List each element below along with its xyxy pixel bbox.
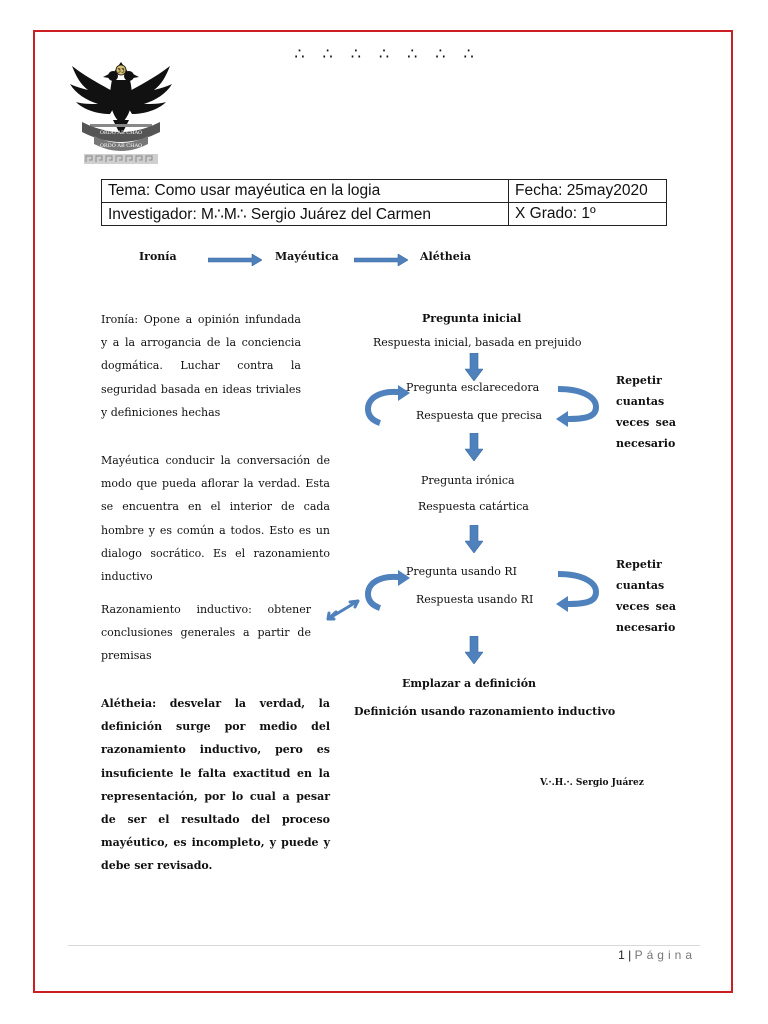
info-table (101, 179, 667, 226)
paragraph-mayeutica: Mayéutica conducir la conversación de modo que pueda aflorar la verdad. Esta se encuentra en el interior de cada hombre y es común a todos. Esto es un dialogo socrático. Es el razonamiento inductivo (101, 454, 330, 584)
down-arrow-icon (465, 433, 483, 461)
pregunta-inicial: Pregunta inicial (422, 312, 522, 325)
footer-divider (68, 945, 700, 946)
curved-arrow-left-icon (362, 385, 410, 427)
down-arrow-icon (465, 525, 483, 553)
curved-arrow-right-icon (554, 570, 602, 612)
definicion-razonamiento: Definición usando razonamiento inductivo (354, 705, 616, 718)
curved-arrow-right-icon (554, 385, 602, 427)
paragraph-aletheia: Alétheia: desvelar la verdad, la definición surge por medio del razonamiento inductivo, pero es insuficiente le falta exactitud en la representación, por lo cual a pesar de ser el resultado del proceso mayéutico, es incompleto, y puede y debe ser revisado. (101, 697, 330, 873)
page-number: 1 (618, 948, 625, 962)
investigador-cell: Investigador: M∴M∴ Sergio Juárez del Carmen (102, 203, 509, 226)
curved-arrow-left-icon (362, 570, 410, 612)
footer-separator: | (628, 948, 632, 962)
logo-number: 33 (117, 67, 125, 75)
pregunta-ri: Pregunta usando RI (406, 565, 518, 578)
pregunta-esclarecedora: Pregunta esclarecedora (406, 381, 540, 394)
fecha-cell: Fecha: 25may2020 (509, 180, 667, 203)
down-arrow-icon (465, 353, 483, 381)
flow-aletheia: Alétheia (420, 250, 472, 263)
double-headed-eagle-logo (68, 58, 174, 166)
respuesta-precisa: Respuesta que precisa (416, 409, 543, 422)
tema-cell: Tema: Como usar mayéutica en la logia (102, 180, 509, 203)
flow-mayeutica: Mayéutica (275, 250, 339, 263)
respuesta-inicial: Respuesta inicial, basada en prejuido (373, 336, 582, 349)
double-arrow-icon (326, 598, 360, 622)
right-arrow-icon (208, 254, 262, 266)
right-arrow-icon (354, 254, 408, 266)
flow-ironia: Ironía (139, 250, 177, 263)
page-footer (618, 948, 696, 962)
paragraph-ironia: Ironía: Opone a opinión infundada y a la arrogancia de la conciencia dogmática. Luchar contra la seguridad basada en ideas triviales y definiciones hechas (101, 313, 301, 419)
emplazar-definicion: Emplazar a definición (402, 677, 537, 690)
grado-cell: X Grado: 1º (509, 203, 667, 226)
respuesta-ri: Respuesta usando RI (416, 593, 534, 606)
down-arrow-icon (465, 636, 483, 664)
repeat-note-2: Repetir cuantas veces sea necesario (616, 558, 676, 634)
pregunta-ironica: Pregunta irónica (421, 474, 515, 487)
logo-banner-bottom: ORDO AB CHAO (99, 143, 143, 149)
logo-banner-top: ORDO AB CHAO (99, 130, 143, 136)
respuesta-catartica: Respuesta catártica (418, 500, 529, 513)
repeat-note-1: Repetir cuantas veces sea necesario (616, 374, 676, 450)
paragraph-razonamiento: Razonamiento inductivo: obtener conclusiones generales a partir de premisas (101, 603, 311, 663)
page-label: Página (634, 948, 696, 962)
signature: V.·.H.·. Sergio Juárez (540, 778, 644, 788)
header-dots: ∴ ∴ ∴ ∴ ∴ ∴ ∴ (294, 44, 474, 63)
